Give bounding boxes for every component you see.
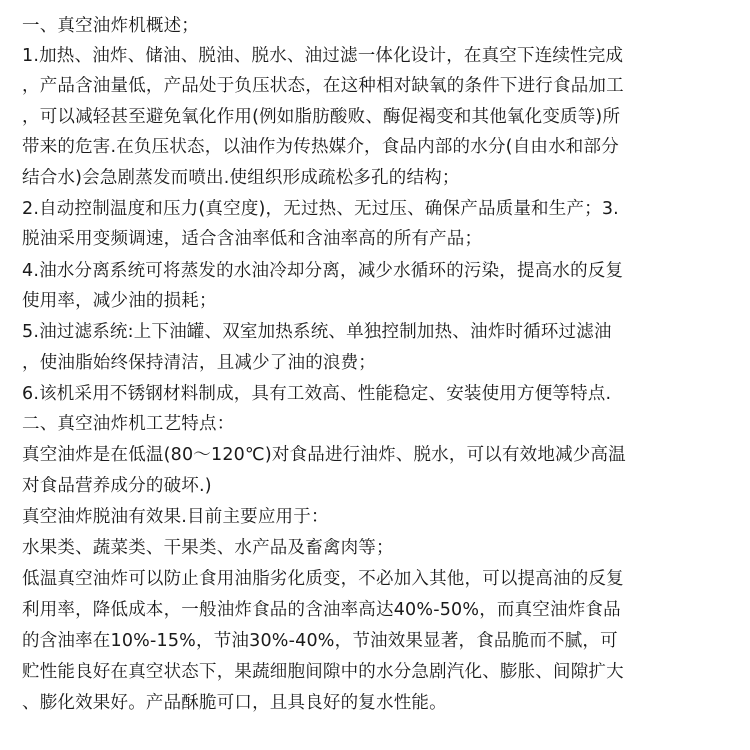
text-line: 1.加热、油炸、储油、脱油、脱水、油过滤一体化设计，在真空下连续性完成 — [22, 46, 624, 66]
text-line: 2.自动控制温度和压力(真空度)，无过热、无过压、确保产品质量和生产；3. — [22, 199, 619, 219]
text-line: ，产品含油量低，产品处于负压状态，在这种相对缺氧的条件下进行食品加工 — [22, 76, 624, 96]
text-line: 、膨化效果好。产品酥脆可口，且具良好的复水性能。 — [22, 693, 447, 713]
text-line: 结合水)会急剧蒸发而喷出.使组织形成疏松多孔的结构； — [22, 168, 460, 188]
text-line: 脱油采用变频调速，适合含油率低和含油率高的所有产品； — [22, 229, 483, 249]
section-heading-overview: 一、真空油炸机概述； — [22, 16, 199, 36]
text-line: 带来的危害.在负压状态，以油作为传热媒介，食品内部的水分(自由水和部分 — [22, 137, 619, 157]
text-line: 低温真空油炸可以防止食用油脂劣化质变，不必加入其他，可以提高油的反复 — [22, 569, 624, 589]
text-line: ，使油脂始终保持清洁，且减少了油的浪费； — [22, 353, 376, 373]
text-line: 对食品营养成分的破坏.) — [22, 476, 212, 496]
text-line: 真空油炸是在低温(80～120℃)对食品进行油炸、脱水，可以有效地减少高温 — [22, 445, 626, 465]
text-line: 的含油率在10%-15%，节油30%-40%，节油效果显著，食品脆而不腻，可 — [22, 631, 618, 651]
text-line: 使用率，减少油的损耗； — [22, 291, 217, 311]
text-line: 利用率，降低成本，一般油炸食品的含油率高达40%-50%，而真空油炸食品 — [22, 600, 621, 620]
text-line: ，可以减轻甚至避免氧化作用(例如脂肪酸败、酶促褐变和其他氧化变质等)所 — [22, 107, 621, 127]
text-line: 真空油炸脱油有效果.目前主要应用于： — [22, 507, 329, 527]
text-line: 5.油过滤系统:上下油罐、双室加热系统、单独控制加热、油炸时循环过滤油 — [22, 322, 612, 342]
text-line: 6.该机采用不锈钢材料制成，具有工效高、性能稳定、安装使用方便等特点. — [22, 384, 612, 404]
text-line: 水果类、蔬菜类、干果类、水产品及畜禽肉等； — [22, 538, 394, 558]
text-line: 4.油水分离系统可将蒸发的水油冷却分离，减少水循环的污染，提高水的反复 — [22, 261, 624, 281]
text-line: 贮性能良好在真空状态下，果蔬细胞间隙中的水分急剧汽化、膨胀、间隙扩大 — [22, 662, 624, 682]
section-heading-process: 二、真空油炸机工艺特点： — [22, 414, 235, 434]
